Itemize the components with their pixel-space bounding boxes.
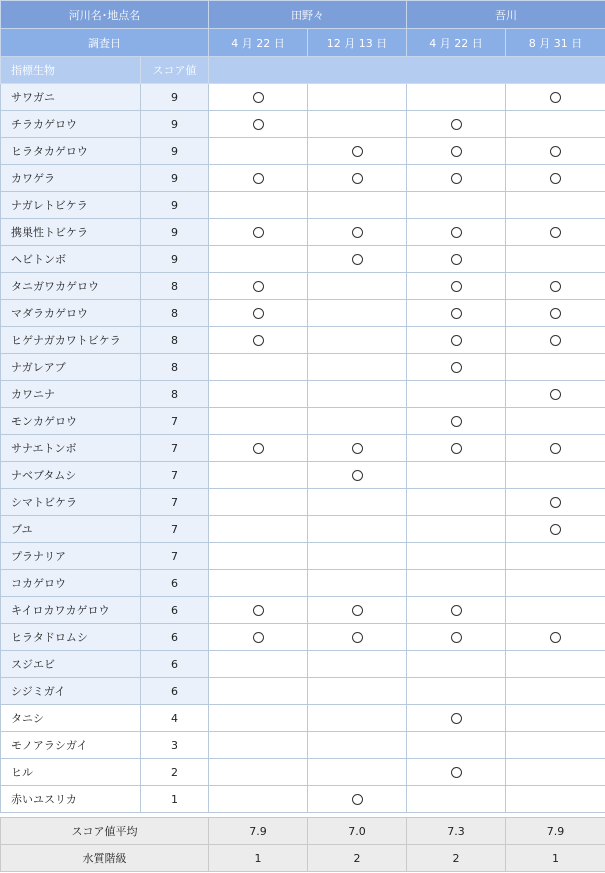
water-quality-grade-value: 1: [506, 845, 605, 872]
found-circle-icon: [451, 254, 462, 265]
observation-cell: [308, 381, 407, 408]
indicator-column-label: 指標生物: [1, 57, 141, 84]
observation-cell: [407, 327, 506, 354]
observation-cell: [506, 192, 605, 219]
found-circle-icon: [451, 146, 462, 157]
indicator-score: 7: [141, 489, 209, 516]
indicator-name: 携巣性トビケラ: [1, 219, 141, 246]
found-circle-icon: [451, 605, 462, 616]
observation-cell: [407, 138, 506, 165]
indicator-score: 9: [141, 111, 209, 138]
found-circle-icon: [550, 524, 561, 535]
found-circle-icon: [253, 227, 264, 238]
river-tanono: 田野々: [209, 1, 407, 29]
observation-cell: [209, 246, 308, 273]
observation-cell: [308, 732, 407, 759]
score-average-value: 7.9: [506, 818, 605, 845]
observation-cell: [407, 759, 506, 786]
score-average-row: [1, 818, 605, 845]
indicator-name: チラカゲロウ: [1, 111, 141, 138]
indicator-score: 9: [141, 84, 209, 111]
found-circle-icon: [451, 281, 462, 292]
indicator-name: ヒラタドロムシ: [1, 624, 141, 651]
found-circle-icon: [451, 119, 462, 130]
observation-cell: [506, 219, 605, 246]
observation-cell: [506, 732, 605, 759]
observation-cell: [407, 570, 506, 597]
found-circle-icon: [451, 335, 462, 346]
indicator-name: サワガニ: [1, 84, 141, 111]
date-header-row: [1, 29, 605, 57]
table-row: [1, 84, 605, 111]
table-row: [1, 273, 605, 300]
water-quality-grade-value: 1: [209, 845, 308, 872]
observation-cell: [407, 300, 506, 327]
found-circle-icon: [451, 173, 462, 184]
observation-cell: [308, 570, 407, 597]
water-quality-grade-label: 水質階級: [1, 845, 209, 872]
observation-cell: [506, 489, 605, 516]
survey-date-label: 調査日: [1, 29, 209, 57]
indicator-name: スジエビ: [1, 651, 141, 678]
found-circle-icon: [253, 632, 264, 643]
observation-cell: [209, 489, 308, 516]
indicator-name: ナガレアブ: [1, 354, 141, 381]
table-row: [1, 435, 605, 462]
found-circle-icon: [550, 173, 561, 184]
observation-cell: [407, 597, 506, 624]
observation-cell: [506, 354, 605, 381]
found-circle-icon: [253, 281, 264, 292]
indicator-name: ヒゲナガカワトビケラ: [1, 327, 141, 354]
observation-cell: [506, 678, 605, 705]
date-header: 4 月 22 日: [407, 29, 506, 57]
found-circle-icon: [352, 794, 363, 805]
found-circle-icon: [352, 173, 363, 184]
observation-cell: [209, 597, 308, 624]
observation-cell: [506, 84, 605, 111]
found-circle-icon: [451, 767, 462, 778]
found-circle-icon: [451, 632, 462, 643]
indicator-name: カワゲラ: [1, 165, 141, 192]
table-row: [1, 516, 605, 543]
indicator-score: 1: [141, 786, 209, 813]
observation-cell: [506, 408, 605, 435]
table-row: [1, 705, 605, 732]
found-circle-icon: [550, 632, 561, 643]
found-circle-icon: [253, 92, 264, 103]
indicator-score: 2: [141, 759, 209, 786]
indicator-score: 9: [141, 138, 209, 165]
found-circle-icon: [550, 281, 561, 292]
observation-cell: [308, 489, 407, 516]
table-row: [1, 732, 605, 759]
observation-cell: [308, 462, 407, 489]
observation-cell: [506, 138, 605, 165]
observation-cell: [407, 111, 506, 138]
found-circle-icon: [451, 362, 462, 373]
found-circle-icon: [352, 254, 363, 265]
observation-cell: [308, 624, 407, 651]
score-average-label: スコア値平均: [1, 818, 209, 845]
date-header: 8 月 31 日: [506, 29, 605, 57]
observation-cell: [506, 165, 605, 192]
indicator-score: 9: [141, 219, 209, 246]
indicator-score: 6: [141, 678, 209, 705]
observation-cell: [209, 300, 308, 327]
indicator-score: 3: [141, 732, 209, 759]
found-circle-icon: [253, 605, 264, 616]
observation-cell: [506, 327, 605, 354]
observation-cell: [506, 381, 605, 408]
found-circle-icon: [451, 227, 462, 238]
observation-cell: [308, 327, 407, 354]
date-header: 12 月 13 日: [308, 29, 407, 57]
indicator-score: 6: [141, 570, 209, 597]
water-quality-grade-value: 2: [308, 845, 407, 872]
found-circle-icon: [352, 605, 363, 616]
observation-cell: [308, 651, 407, 678]
table-row: [1, 300, 605, 327]
date-header: 4 月 22 日: [209, 29, 308, 57]
observation-cell: [308, 759, 407, 786]
observation-cell: [407, 219, 506, 246]
observation-cell: [308, 165, 407, 192]
observation-cell: [506, 300, 605, 327]
observation-cell: [506, 759, 605, 786]
observation-cell: [506, 624, 605, 651]
found-circle-icon: [550, 335, 561, 346]
observation-cell: [209, 273, 308, 300]
table-row: [1, 543, 605, 570]
score-average-value: 7.9: [209, 818, 308, 845]
observation-cell: [209, 165, 308, 192]
observation-cell: [308, 138, 407, 165]
observation-cell: [209, 138, 308, 165]
table-row: [1, 354, 605, 381]
river-site-label: 河川名･地点名: [1, 1, 209, 29]
observation-cell: [407, 246, 506, 273]
indicator-score: 8: [141, 327, 209, 354]
observation-cell: [308, 111, 407, 138]
observation-cell: [209, 192, 308, 219]
observation-cell: [308, 705, 407, 732]
observation-cell: [407, 381, 506, 408]
table-row: [1, 624, 605, 651]
indicator-score: 8: [141, 354, 209, 381]
observation-cell: [506, 111, 605, 138]
observation-cell: [407, 516, 506, 543]
indicator-name: ナガレトビケラ: [1, 192, 141, 219]
found-circle-icon: [451, 443, 462, 454]
observation-cell: [506, 597, 605, 624]
river-header-row: [1, 1, 605, 29]
indicator-name: モンカゲロウ: [1, 408, 141, 435]
indicator-score: 9: [141, 192, 209, 219]
observation-cell: [308, 192, 407, 219]
found-circle-icon: [352, 470, 363, 481]
indicator-name: ヘビトンボ: [1, 246, 141, 273]
observation-cell: [209, 219, 308, 246]
indicator-name: タニガワカゲロウ: [1, 273, 141, 300]
table-row: [1, 327, 605, 354]
observation-cell: [209, 759, 308, 786]
observation-cell: [407, 651, 506, 678]
table-row: [1, 165, 605, 192]
table-row: [1, 786, 605, 813]
observation-cell: [407, 408, 506, 435]
observation-cell: [308, 246, 407, 273]
indicator-name: ヒラタカゲロウ: [1, 138, 141, 165]
indicator-score: 8: [141, 300, 209, 327]
observation-cell: [209, 408, 308, 435]
indicator-score: 7: [141, 462, 209, 489]
indicator-score: 6: [141, 624, 209, 651]
indicator-score: 9: [141, 165, 209, 192]
observation-cell: [308, 435, 407, 462]
table-row: [1, 219, 605, 246]
found-circle-icon: [253, 173, 264, 184]
observation-cell: [407, 543, 506, 570]
found-circle-icon: [253, 308, 264, 319]
observation-cell: [209, 84, 308, 111]
observation-cell: [308, 354, 407, 381]
observation-cell: [506, 435, 605, 462]
indicator-name: コカゲロウ: [1, 570, 141, 597]
found-circle-icon: [451, 308, 462, 319]
observation-cell: [506, 705, 605, 732]
observation-cell: [308, 273, 407, 300]
found-circle-icon: [451, 713, 462, 724]
table-row: [1, 381, 605, 408]
indicator-score: 6: [141, 597, 209, 624]
observation-cell: [308, 678, 407, 705]
table-row: [1, 462, 605, 489]
water-quality-grade-value: 2: [407, 845, 506, 872]
observation-cell: [209, 543, 308, 570]
found-circle-icon: [550, 92, 561, 103]
river-agawa: 吾川: [407, 1, 605, 29]
found-circle-icon: [550, 146, 561, 157]
indicator-name: プラナリア: [1, 543, 141, 570]
table-row: [1, 570, 605, 597]
indicator-score: 7: [141, 408, 209, 435]
observation-cell: [209, 381, 308, 408]
observation-cell: [308, 219, 407, 246]
indicator-name: カワニナ: [1, 381, 141, 408]
observation-cell: [407, 705, 506, 732]
observation-cell: [506, 462, 605, 489]
observation-cell: [209, 732, 308, 759]
observation-cell: [506, 273, 605, 300]
found-circle-icon: [352, 632, 363, 643]
observation-cell: [506, 570, 605, 597]
observation-cell: [209, 570, 308, 597]
found-circle-icon: [253, 443, 264, 454]
observation-cell: [209, 786, 308, 813]
observation-cell: [407, 786, 506, 813]
indicator-name: モノアラシガイ: [1, 732, 141, 759]
observation-cell: [308, 516, 407, 543]
observation-cell: [506, 246, 605, 273]
indicator-name: タニシ: [1, 705, 141, 732]
observation-cell: [308, 408, 407, 435]
observation-cell: [407, 678, 506, 705]
observation-cell: [209, 624, 308, 651]
indicator-score: 8: [141, 381, 209, 408]
table-row: [1, 597, 605, 624]
table-body: [1, 84, 605, 813]
found-circle-icon: [550, 443, 561, 454]
observation-cell: [407, 165, 506, 192]
indicator-name: ブユ: [1, 516, 141, 543]
observation-cell: [506, 516, 605, 543]
score-average-value: 7.0: [308, 818, 407, 845]
table-row: [1, 651, 605, 678]
indicator-name: キイロカワカゲロウ: [1, 597, 141, 624]
found-circle-icon: [352, 443, 363, 454]
observation-cell: [407, 489, 506, 516]
observation-cell: [209, 516, 308, 543]
table-row: [1, 759, 605, 786]
observation-cell: [308, 543, 407, 570]
observation-cell: [209, 462, 308, 489]
table-row: [1, 489, 605, 516]
indicator-score: 7: [141, 516, 209, 543]
subheader-spacer: [209, 57, 605, 84]
indicator-score: 7: [141, 543, 209, 570]
observation-cell: [407, 624, 506, 651]
observation-cell: [209, 678, 308, 705]
observation-cell: [209, 354, 308, 381]
table-row: [1, 192, 605, 219]
indicator-score: 6: [141, 651, 209, 678]
found-circle-icon: [253, 119, 264, 130]
score-average-value: 7.3: [407, 818, 506, 845]
observation-cell: [209, 327, 308, 354]
column-label-row: [1, 57, 605, 84]
indicator-name: マダラカゲロウ: [1, 300, 141, 327]
observation-cell: [209, 705, 308, 732]
found-circle-icon: [550, 308, 561, 319]
indicator-score: 8: [141, 273, 209, 300]
observation-cell: [407, 354, 506, 381]
indicator-score: 4: [141, 705, 209, 732]
table-footer: [1, 813, 605, 872]
score-column-label: スコア値: [141, 57, 209, 84]
table-header: [1, 1, 605, 84]
found-circle-icon: [550, 389, 561, 400]
table-row: [1, 138, 605, 165]
indicator-name: ヒル: [1, 759, 141, 786]
found-circle-icon: [352, 227, 363, 238]
observation-cell: [209, 111, 308, 138]
observation-cell: [407, 273, 506, 300]
found-circle-icon: [550, 227, 561, 238]
observation-cell: [506, 786, 605, 813]
indicator-name: サナエトンボ: [1, 435, 141, 462]
indicator-name: ナベブタムシ: [1, 462, 141, 489]
indicator-score: 7: [141, 435, 209, 462]
observation-cell: [308, 597, 407, 624]
water-quality-grade-row: [1, 845, 605, 872]
table-row: [1, 678, 605, 705]
table-row: [1, 246, 605, 273]
observation-cell: [209, 435, 308, 462]
table-row: [1, 408, 605, 435]
observation-cell: [407, 192, 506, 219]
table-row: [1, 111, 605, 138]
observation-cell: [407, 435, 506, 462]
observation-cell: [506, 651, 605, 678]
indicator-name: シマトビケラ: [1, 489, 141, 516]
observation-cell: [407, 732, 506, 759]
observation-cell: [407, 462, 506, 489]
indicator-name: シジミガイ: [1, 678, 141, 705]
indicator-score: 9: [141, 246, 209, 273]
found-circle-icon: [550, 497, 561, 508]
observation-cell: [308, 300, 407, 327]
observation-cell: [407, 84, 506, 111]
found-circle-icon: [253, 335, 264, 346]
observation-cell: [209, 651, 308, 678]
found-circle-icon: [352, 146, 363, 157]
observation-cell: [308, 786, 407, 813]
indicator-name: 赤いユスリカ: [1, 786, 141, 813]
found-circle-icon: [451, 416, 462, 427]
observation-cell: [308, 84, 407, 111]
observation-cell: [506, 543, 605, 570]
